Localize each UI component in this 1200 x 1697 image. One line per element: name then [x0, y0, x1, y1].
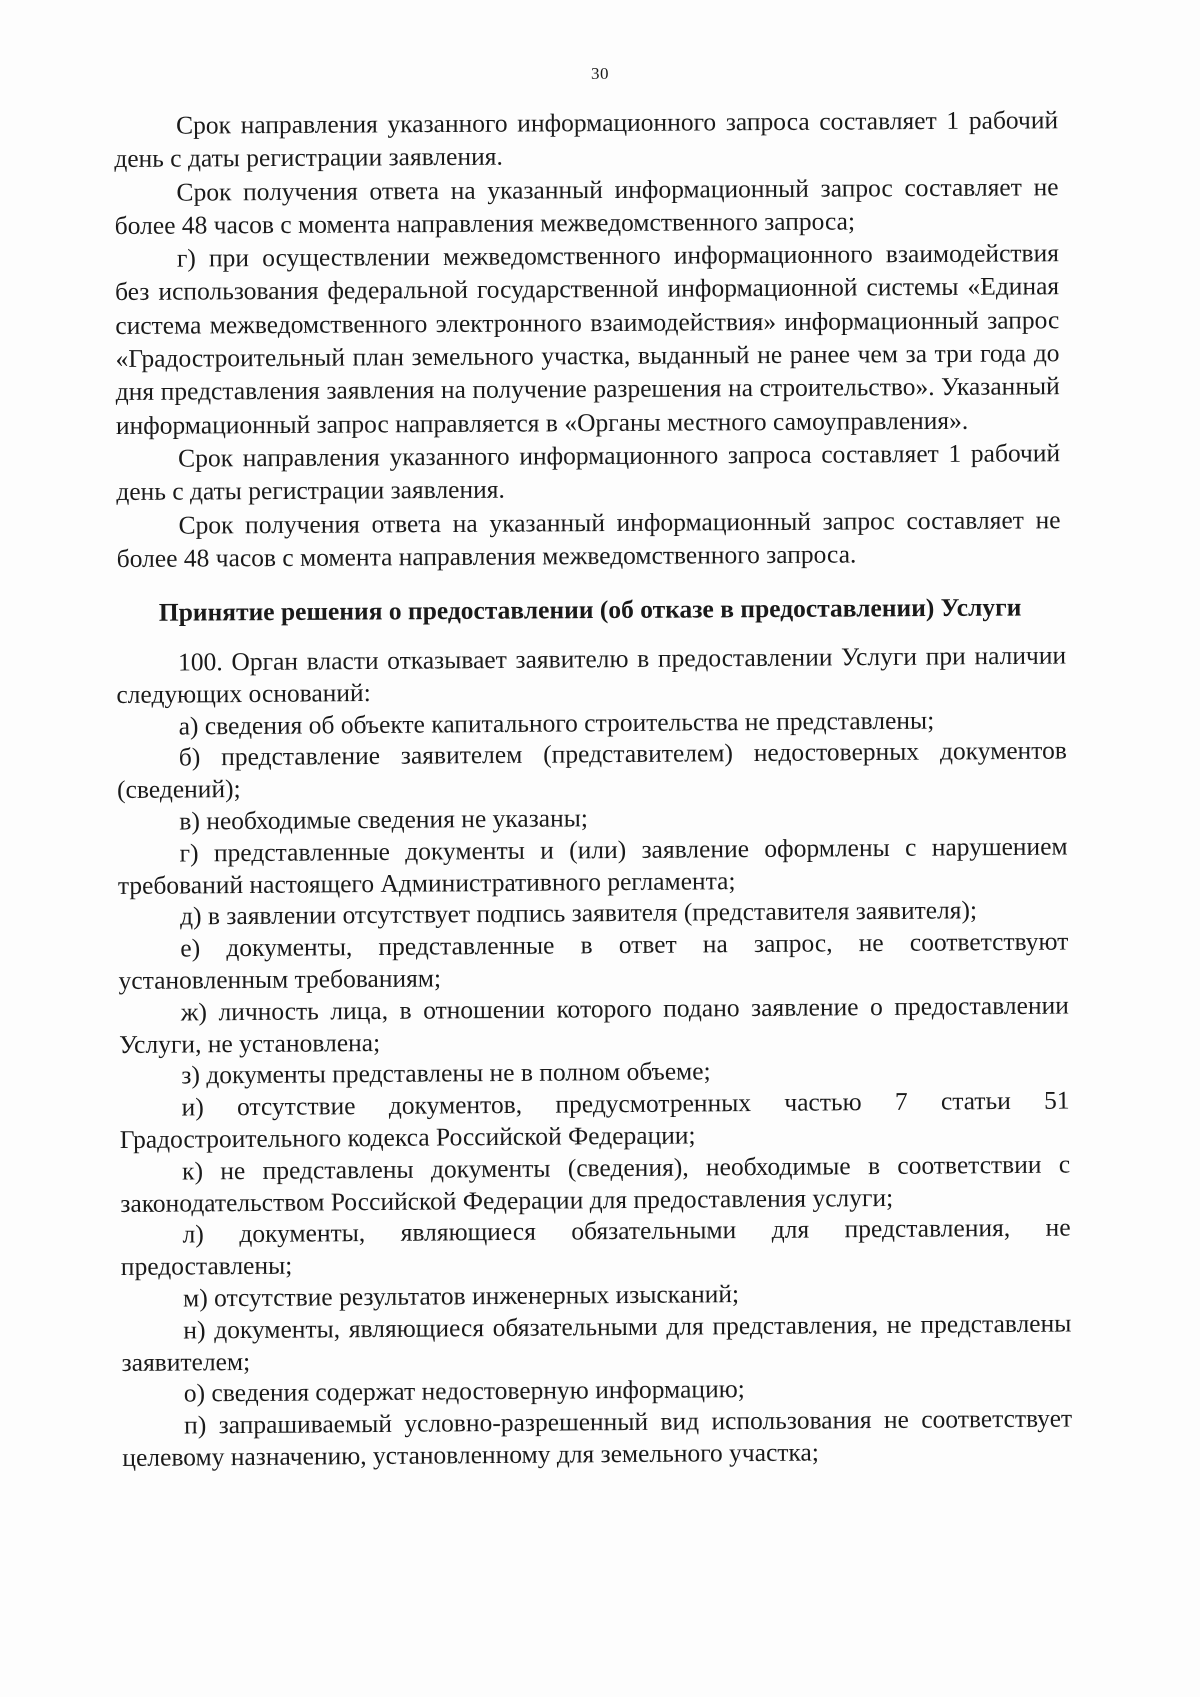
list-item-p: п) запрашиваемый условно-разрешенный вид использования не соответствует целевому назначению, установленному для земельного участка;: [122, 1403, 1073, 1472]
list-item-a: а) сведения об объекте капитального строительства не представлены;: [178, 705, 935, 741]
list-item-l: л) документы, являющиеся обязательными для представления, не предоставлены;: [120, 1212, 1071, 1282]
page-number: 30: [591, 64, 609, 83]
list-item-e: е) документы, представленные в ответ на запрос, не соответствуют установленным требованиям;: [118, 926, 1069, 995]
paragraph: Срок получения ответа на указанный информационный запрос составляет не более 48 часов с момента направления межведомственного запроса;: [114, 171, 1059, 240]
paragraph: Срок направления указанного информационного запроса составляет 1 рабочий день с даты регистрации заявления.: [116, 438, 1061, 507]
list-item-v: в) необходимые сведения не указаны;: [179, 803, 589, 836]
section-heading: Принятие решения о предоставлении (об отказе в предоставлении) Услуги: [158, 592, 1022, 627]
list-item-z: з) документы представлены не в полном объеме;: [181, 1056, 711, 1090]
list-item-d: д) в заявлении отсутствует подпись заявителя (представителя заявителя);: [180, 895, 978, 931]
paragraph: г) при осуществлении межведомственного информационного взаимодействия без использования федеральной государственной информационной системы «Единая система межведомственного электронного взаимодействия» информационный запрос «Градостроительный план земельного участка, выданный не ранее чем за три года до дня представления заявления на получение разрешения на строительство». Указанный информационный запрос направляется в «Органы местного самоуправления».: [115, 238, 1060, 440]
paragraph-100: 100. Орган власти отказывает заявителю в предоставлении Услуги при наличии следующих оснований:: [116, 640, 1067, 709]
list-item-n: н) документы, являющиеся обязательными для представления, не представлены заявителем;: [121, 1308, 1072, 1377]
paragraph: Срок получения ответа на указанный информационный запрос составляет не более 48 часов с момента направления межведомственного запроса.: [116, 504, 1061, 573]
list-item-m: м) отсутствие результатов инженерных изысканий;: [183, 1279, 740, 1313]
paragraph: Срок направления указанного информационного запроса составляет 1 рабочий день с даты регистрации заявления.: [114, 105, 1059, 174]
list-item-o: о) сведения содержат недостоверную информацию;: [183, 1374, 745, 1408]
list-item-i: и) отсутствие документов, предусмотренных частью 7 статьи 51 Градостроительного кодекса Российской Федерации;: [119, 1085, 1070, 1154]
refusal-grounds-section: [116, 640, 1072, 1474]
list-item-k: к) не представлены документы (сведения), необходимые в соответствии с законодательством Российской Федерации для предоставления услуги;: [120, 1149, 1071, 1218]
intro-section: [114, 103, 1061, 575]
list-item-g: г) представленные документы и (или) заявление оформлены с нарушением требований настоящего Административного регламента;: [117, 831, 1068, 900]
list-item-b: б) представление заявителем (представителем) недостоверных документов (сведений);: [117, 735, 1067, 805]
list-item-zh: ж) личность лица, в отношении которого подано заявление о предоставлении Услуги, не установлена;: [119, 990, 1069, 1059]
